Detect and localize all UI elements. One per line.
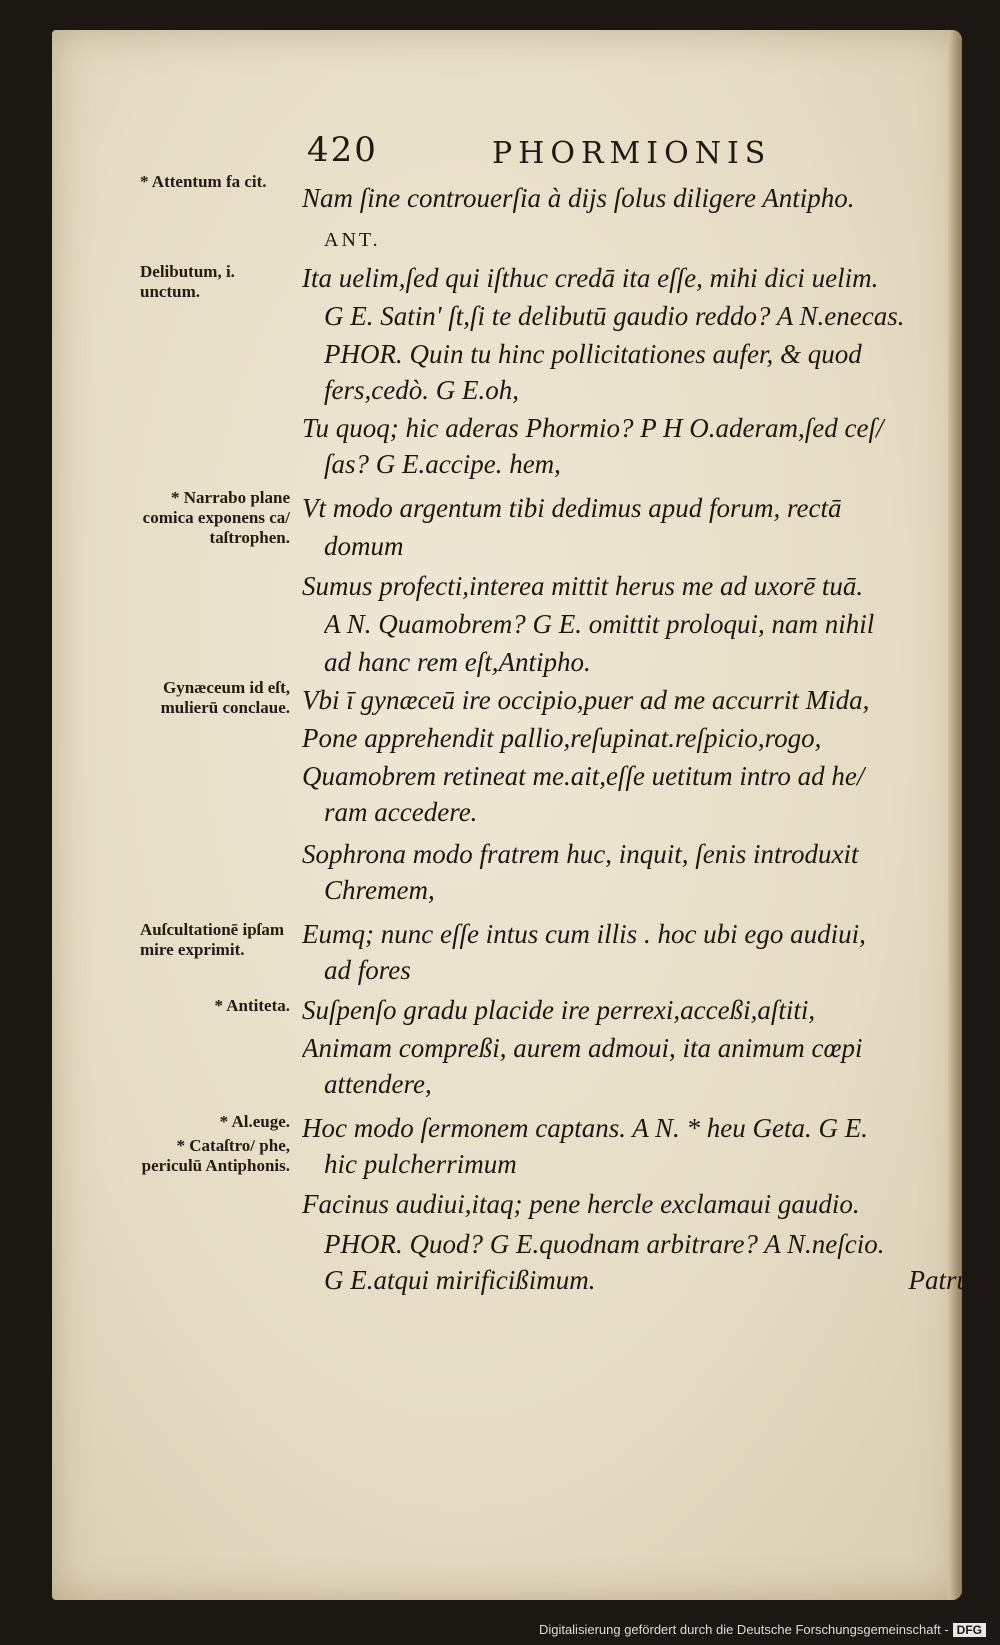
margin-note: * Antiteta. — [214, 996, 290, 1015]
text-line: PHOR. Quod? G E.quodnam arbitrare? A N.neſcio. — [324, 1229, 885, 1259]
page-number: 420 — [307, 130, 378, 170]
text-line: Quamobrem retineat me.ait,eſſe uetitum intro ad he/ — [302, 761, 865, 791]
margin-note: Delibutum, i. unctum. — [140, 262, 235, 301]
text-line: Hoc modo ſermonem captans. A N. * heu Geta. G E. — [302, 1113, 868, 1143]
book-page — [52, 30, 994, 1600]
text-line: Vt modo argentum tibi dedimus apud forum, rectā — [302, 493, 842, 523]
text-line: Chremem, — [324, 875, 435, 905]
margin-note: Gynæceum id eſt, mulierū conclaue. — [160, 678, 290, 717]
text-line: Suſpenſo gradu placide ire perrexi,acceßi,aſtiti, — [302, 995, 816, 1025]
text-line: Vbi ī gynæceū ire occipio,puer ad me accurrit Mida, — [302, 685, 870, 715]
text-line: ad hanc rem eſt,Antipho. — [324, 647, 591, 677]
text-line: G E. Satin' ſt,ſi te delibutū gaudio reddo? A N.enecas. — [324, 301, 905, 331]
dfg-logo: DFG — [953, 1623, 986, 1637]
text-line: Tu quoq; hic aderas Phormio? P H O.aderam,ſed ceſ/ — [302, 413, 884, 443]
text-line: attendere, — [324, 1069, 432, 1099]
text-line: Nam ſine controuerſia à dijs ſolus diligere Antipho. — [302, 183, 855, 213]
text-line: PHOR. Quin tu hinc pollicitationes aufer, & quod — [324, 339, 862, 369]
text-line: ram accedere. — [324, 797, 478, 827]
text-line: Pone apprehendit pallio,reſupinat.reſpicio,rogo, — [302, 723, 822, 753]
text-line: A N. Quamobrem? G E. omittit proloqui, nam nihil — [324, 609, 875, 639]
catchword: Patruus — [908, 1265, 994, 1295]
text-line: Animam compreßi, aurem admoui, ita animum cœpi — [302, 1033, 863, 1063]
line-text: G E.atqui mirificißimum. — [324, 1265, 596, 1295]
margin-note: * Al.euge. — [219, 1112, 290, 1131]
text-line: Facinus audiui,itaq; pene hercle exclamaui gaudio. — [302, 1189, 860, 1219]
text-line — [324, 1262, 1000, 1298]
margin-note: Auſcultationē ipſam mire exprimit. — [140, 920, 285, 959]
credit-text: Digitalisierung gefördert durch die Deutsche Forschungsgemeinschaft - — [538, 1622, 949, 1637]
text-line: ANT. — [324, 229, 381, 251]
text-line: hic pulcherrimum — [324, 1149, 517, 1179]
margin-note: * Cataſtro/ phe, periculū Antiphonis. — [141, 1136, 290, 1175]
text-line: Ita uelim,ſed qui iſthuc credā ita eſſe, mihi dici uelim. — [302, 263, 879, 293]
margin-note: * Attentum fa cit. — [140, 172, 267, 191]
digitization-credit — [539, 1622, 986, 1637]
text-line: Eumq; nunc eſſe intus cum illis . hoc ubi ego audiui, — [302, 919, 866, 949]
text-line: Sophrona modo fratrem huc, inquit, ſenis introduxit — [302, 839, 859, 869]
running-title: PHORMIONIS — [492, 136, 772, 171]
text-line: domum — [324, 531, 404, 561]
margin-note: * Narrabo plane comica exponens ca/ taſtrophen. — [142, 488, 290, 547]
text-line: ſas? G E.accipe. hem, — [324, 449, 561, 479]
text-line: fers,cedò. G E.oh, — [324, 375, 519, 405]
text-line: ad fores — [324, 955, 411, 985]
text-line: Sumus profecti,interea mittit herus me ad uxorē tuā. — [302, 571, 864, 601]
